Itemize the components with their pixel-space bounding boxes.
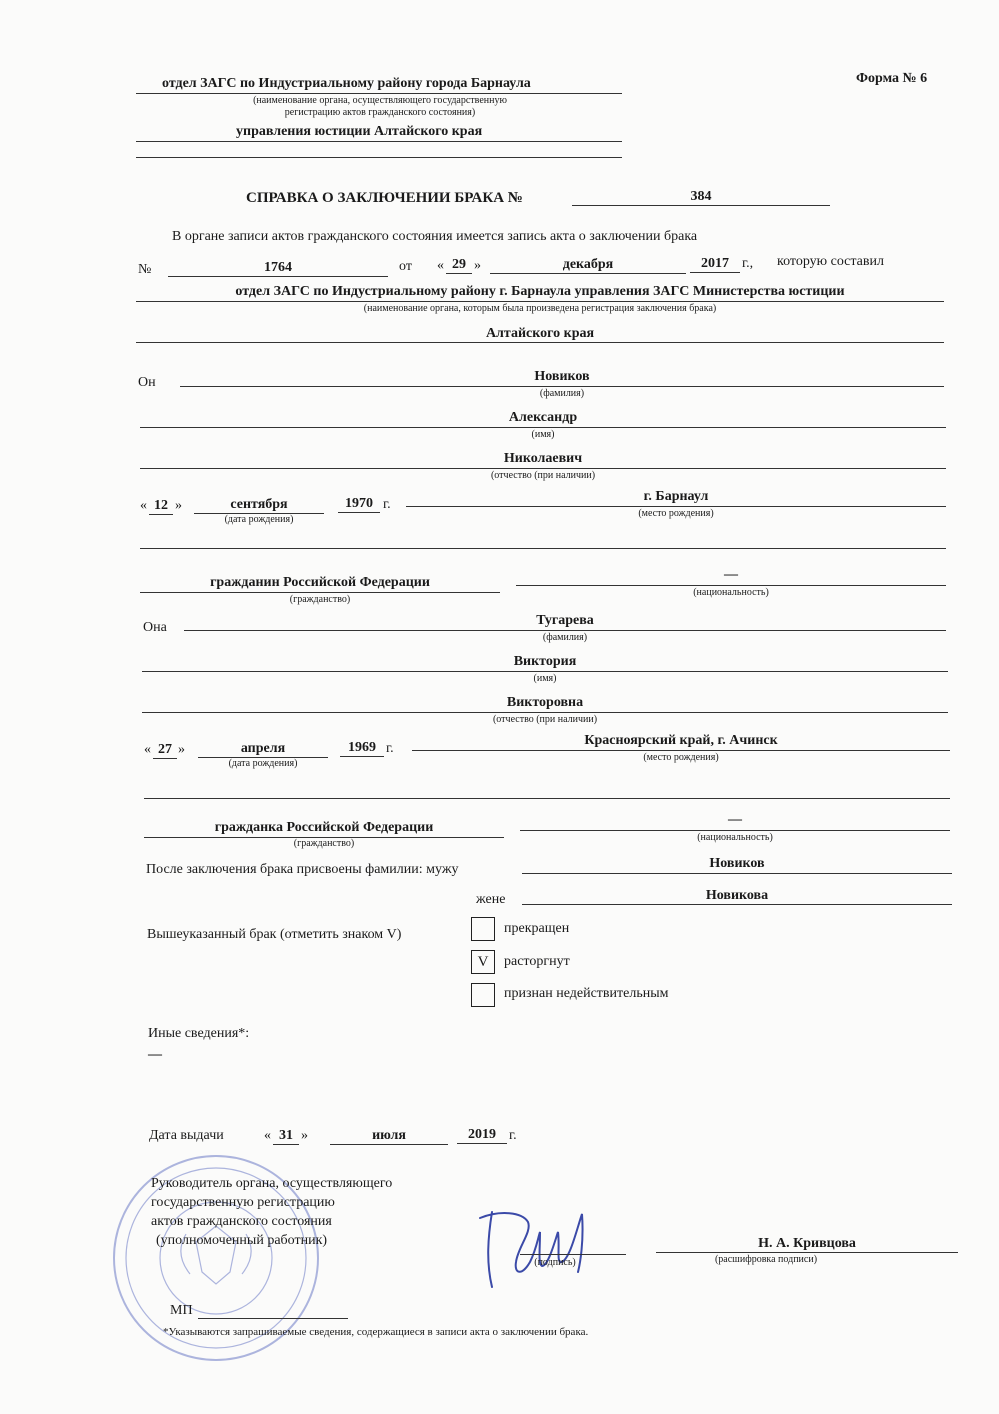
- record-number: 1764: [264, 260, 292, 275]
- issuer-line-3: [136, 157, 622, 158]
- he-birth-year-suffix: г.: [383, 497, 391, 512]
- issuer-caption-1: (наименование органа, осуществляющего государственную: [253, 95, 507, 106]
- husband-surname: Новиков: [709, 856, 765, 871]
- status-checkbox-terminated[interactable]: [471, 917, 495, 941]
- he-birth-year: 1970: [345, 496, 373, 511]
- she-patronymic: Викторовна: [506, 695, 584, 710]
- she-nationality-line: [520, 830, 950, 831]
- record-quote-close: »: [474, 258, 481, 273]
- he-birth-quote-close: »: [175, 498, 182, 513]
- she-name: Виктория: [513, 654, 577, 669]
- issue-month: июля: [372, 1128, 406, 1143]
- he-nationality-line: [516, 585, 946, 586]
- she-name-caption: (имя): [533, 673, 557, 684]
- status-option-terminated: прекращен: [504, 921, 570, 936]
- signatory-line-4: (уполномоченный работник): [156, 1233, 328, 1248]
- she-extra-line: [144, 798, 950, 799]
- she-nationality-caption: (национальность): [697, 832, 773, 843]
- he-patronymic-line: [140, 468, 946, 469]
- she-birth-quote-close: »: [178, 742, 185, 757]
- she-name-line: [142, 671, 948, 672]
- issuer-parent: управления юстиции Алтайского края: [236, 124, 483, 139]
- he-birth-year-line: [338, 512, 380, 513]
- he-name-caption: (имя): [531, 429, 555, 440]
- record-year-line: [690, 272, 740, 273]
- he-birth-place-line: [406, 506, 946, 507]
- he-birth-date-caption: (дата рождения): [224, 514, 294, 525]
- footnote: *Указываются запрашиваемые сведения, содержащиеся в записи акта о заключении брака.: [163, 1326, 589, 1338]
- surnames-after-label: После заключения брака присвоены фамилии: мужу: [146, 862, 459, 877]
- certificate-number: 384: [690, 189, 712, 204]
- he-birth-quote-open: «: [140, 498, 147, 513]
- issue-quote-open: «: [264, 1128, 271, 1143]
- form-number: Форма № 6: [856, 71, 928, 86]
- he-name-line: [140, 427, 946, 428]
- she-surname-line: [184, 630, 946, 631]
- she-birth-year: 1969: [348, 740, 376, 755]
- she-birth-place-line: [412, 750, 950, 751]
- record-organ-line: [136, 301, 944, 302]
- signature-caption: (подпись): [534, 1257, 576, 1268]
- she-birth-place-caption: (место рождения): [643, 752, 719, 763]
- signatory-name: Н. А. Кривцова: [758, 1236, 856, 1251]
- signature-line: [520, 1254, 626, 1255]
- he-name: Александр: [508, 410, 578, 425]
- record-year: 2017: [701, 256, 729, 271]
- he-surname: Новиков: [534, 369, 590, 384]
- he-surname-caption: (фамилия): [539, 388, 585, 399]
- he-citizenship: гражданин Российской Федерации: [210, 575, 430, 590]
- record-day: 29: [452, 257, 466, 272]
- she-birth-month: апреля: [240, 741, 286, 756]
- status-checkbox-dissolved[interactable]: V: [471, 950, 495, 974]
- record-organ-line-2: [136, 342, 944, 343]
- record-organ: отдел ЗАГС по Индустриальному району г. Барнаула управления ЗАГС Министерства юстиции: [235, 284, 845, 299]
- issue-day-line: [273, 1144, 299, 1145]
- she-citizenship-caption: (гражданство): [293, 838, 355, 849]
- status-checkbox-invalid[interactable]: [471, 983, 495, 1007]
- she-birth-day: 27: [158, 742, 172, 757]
- document-title: СПРАВКА О ЗАКЛЮЧЕНИИ БРАКА №: [246, 190, 523, 206]
- record-intro: В органе записи актов гражданского состояния имеется запись акта о заключении брака: [172, 229, 698, 244]
- certificate-number-line: [572, 205, 830, 206]
- she-birth-year-suffix: г.: [386, 741, 394, 756]
- issue-year-suffix: г.: [509, 1128, 517, 1143]
- mp-label: МП: [170, 1303, 193, 1318]
- issue-date-label: Дата выдачи: [149, 1128, 224, 1143]
- she-nationality: —: [728, 812, 742, 827]
- signatory-line-2: государственную регистрацию: [151, 1195, 335, 1210]
- signatory-name-caption: (расшифровка подписи): [714, 1254, 818, 1265]
- record-organ-region: Алтайского края: [485, 326, 595, 341]
- record-from-label: от: [399, 259, 412, 274]
- he-extra-line: [140, 548, 946, 549]
- issuer-line: [136, 93, 622, 94]
- she-birth-date-caption: (дата рождения): [228, 758, 298, 769]
- record-month: декабря: [562, 257, 614, 272]
- she-surname: Тугарева: [536, 613, 594, 628]
- record-organ-caption: (наименование органа, которым была произведена регистрация заключения брака): [363, 303, 717, 314]
- issue-quote-close: »: [301, 1128, 308, 1143]
- signature: [470, 1192, 600, 1302]
- mp-line: [198, 1318, 348, 1319]
- she-patronymic-caption: (отчество (при наличии): [492, 714, 598, 725]
- issuer-line-2: [136, 141, 622, 142]
- husband-surname-line: [522, 873, 952, 874]
- he-birth-place: г. Барнаул: [643, 489, 709, 504]
- he-birth-day: 12: [154, 498, 168, 513]
- issue-year-line: [457, 1143, 507, 1144]
- issue-month-line: [330, 1144, 448, 1145]
- she-patronymic-line: [142, 712, 948, 713]
- record-compiled-by-label: которую составил: [777, 254, 884, 269]
- he-citizenship-caption: (гражданство): [289, 594, 351, 605]
- record-no-label: №: [138, 262, 152, 277]
- he-patronymic-caption: (отчество (при наличии): [490, 470, 596, 481]
- issue-day: 31: [279, 1128, 293, 1143]
- he-label: Он: [138, 375, 156, 390]
- record-quote-open: «: [437, 258, 444, 273]
- she-birth-quote-open: «: [144, 742, 151, 757]
- he-nationality-caption: (национальность): [693, 587, 769, 598]
- issuer-name: отдел ЗАГС по Индустриальному району города Барнаула: [162, 76, 531, 91]
- record-month-line: [490, 273, 686, 274]
- she-birth-year-line: [340, 756, 384, 757]
- wife-surname-line: [522, 904, 952, 905]
- she-birth-day-line: [153, 758, 177, 759]
- he-birth-place-caption: (место рождения): [638, 508, 714, 519]
- record-day-line: [446, 273, 472, 274]
- he-surname-line: [180, 386, 944, 387]
- status-option-dissolved: расторгнут: [504, 954, 570, 969]
- signatory-line-1: Руководитель органа, осуществляющего: [151, 1176, 393, 1191]
- she-birth-place: Красноярский край, г. Ачинск: [584, 733, 778, 748]
- she-label: Она: [143, 620, 167, 635]
- record-year-suffix: г.,: [742, 256, 754, 271]
- record-number-line: [168, 276, 388, 277]
- other-info-label: Иные сведения*:: [148, 1026, 250, 1041]
- he-birth-day-line: [149, 514, 173, 515]
- wife-surname: Новикова: [705, 888, 769, 903]
- other-info-value: —: [148, 1047, 162, 1062]
- status-label: Вышеуказанный брак (отметить знаком V): [147, 927, 402, 942]
- he-patronymic: Николаевич: [503, 451, 583, 466]
- he-citizenship-line: [140, 592, 500, 593]
- status-option-invalid: признан недействительным: [504, 986, 669, 1001]
- she-citizenship: гражданка Российской Федерации: [214, 820, 434, 835]
- he-nationality: —: [724, 567, 738, 582]
- wife-label: жене: [476, 892, 506, 907]
- signatory-name-line: [656, 1252, 958, 1253]
- issue-year: 2019: [468, 1127, 496, 1142]
- he-birth-month: сентября: [230, 497, 288, 512]
- issuer-caption-2: регистрацию актов гражданского состояния): [284, 107, 476, 118]
- signatory-line-3: актов гражданского состояния: [151, 1214, 332, 1229]
- she-surname-caption: (фамилия): [542, 632, 588, 643]
